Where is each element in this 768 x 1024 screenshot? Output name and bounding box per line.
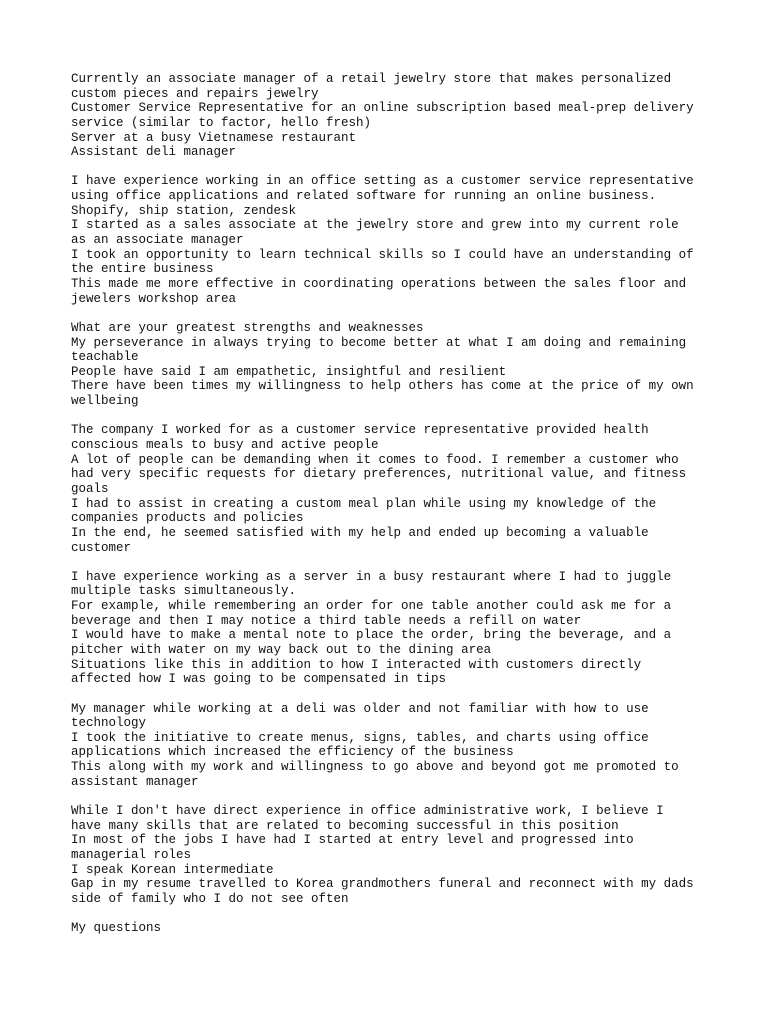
text-line: customer (71, 540, 132, 555)
text-line: While I don't have direct experience in office administrative work, I believe I (71, 804, 664, 819)
text-line: In most of the jobs I have had I started at entry level and progressed into (71, 833, 634, 848)
paragraph-spacer (71, 160, 711, 175)
paragraph-my-questions (71, 921, 711, 936)
paragraph-spacer (71, 555, 711, 570)
text-line: jewelers workshop area (71, 291, 237, 306)
text-line: wellbeing (71, 394, 139, 409)
paragraph-office-experience (71, 174, 711, 306)
paragraph-strengths-weaknesses (71, 321, 711, 409)
paragraph-deli-manager (71, 702, 711, 790)
text-line: have many skills that are related to becoming successful in this position (71, 818, 619, 833)
text-line: goals (71, 481, 109, 496)
text-line: conscious meals to busy and active people (71, 438, 379, 453)
text-line: Situations like this in addition to how I interacted with customers directly (71, 657, 642, 672)
text-line: There have been times my willingness to help others has come at the price of my own (71, 379, 694, 394)
text-line: My perseverance in always trying to become better at what I am doing and remaining (71, 335, 687, 350)
text-line: I have experience working in an office setting as a customer service representative (71, 174, 694, 189)
text-line: Gap in my resume travelled to Korea grandmothers funeral and reconnect with my dads (71, 877, 694, 892)
text-line: had very specific requests for dietary preferences, nutritional value, and fitness (71, 467, 687, 482)
text-line: I started as a sales associate at the jewelry store and grew into my current role (71, 218, 679, 233)
text-line: side of family who I do not see often (71, 891, 349, 906)
text-line: as an associate manager (71, 233, 244, 248)
text-line: multiple tasks simultaneously. (71, 584, 297, 599)
paragraph-spacer (71, 687, 711, 702)
text-line: service (similar to factor, hello fresh) (71, 115, 372, 130)
paragraph-restaurant-server (71, 570, 711, 687)
text-line: Shopify, ship station, zendesk (71, 203, 297, 218)
text-line: I took the initiative to create menus, signs, tables, and charts using office (71, 730, 649, 745)
text-line: I speak Korean intermediate (71, 862, 274, 877)
text-line: The company I worked for as a customer service representative provided health (71, 423, 649, 438)
text-line: For example, while remembering an order for one table another could ask me for a (71, 599, 672, 614)
text-line: teachable (71, 350, 139, 365)
text-line: using office applications and related software for running an online business. (71, 189, 657, 204)
paragraph-skills-summary (71, 804, 711, 906)
paragraph-work-history (71, 72, 711, 160)
text-line: In the end, he seemed satisfied with my help and ended up becoming a valuable (71, 525, 649, 540)
text-line: A lot of people can be demanding when it comes to food. I remember a customer who (71, 452, 679, 467)
text-line: What are your greatest strengths and weaknesses (71, 320, 424, 335)
text-line: This made me more effective in coordinating operations between the sales floor and (71, 276, 687, 291)
text-line: Currently an associate manager of a retail jewelry store that makes personalized (71, 72, 672, 86)
text-line: applications which increased the efficiency of the business (71, 745, 514, 760)
text-line: I would have to make a mental note to place the order, bring the beverage, and a (71, 628, 672, 643)
paragraph-customer-service (71, 423, 711, 555)
text-line: pitcher with water on my way back out to the dining area (71, 642, 492, 657)
text-line: Assistant deli manager (71, 145, 237, 160)
text-line: technology (71, 716, 147, 731)
text-line: custom pieces and repairs jewelry (71, 86, 319, 101)
text-line: the entire business (71, 262, 214, 277)
paragraph-spacer (71, 907, 711, 922)
text-line: managerial roles (71, 847, 192, 862)
text-line: assistant manager (71, 774, 199, 789)
text-line: affected how I was going to be compensated in tips (71, 672, 447, 687)
text-line: My manager while working at a deli was older and not familiar with how to use (71, 701, 649, 716)
text-line: This along with my work and willingness to go above and beyond got me promoted to (71, 760, 679, 775)
paragraph-spacer (71, 409, 711, 424)
text-line: Server at a busy Vietnamese restaurant (71, 130, 357, 145)
text-line: Customer Service Representative for an online subscription based meal-prep delivery (71, 101, 694, 116)
document-text (71, 72, 711, 936)
text-line: People have said I am empathetic, insightful and resilient (71, 364, 507, 379)
text-line: I took an opportunity to learn technical skills so I could have an understanding of (71, 247, 694, 262)
text-line: My questions (71, 921, 162, 936)
paragraph-spacer (71, 789, 711, 804)
text-line: companies products and policies (71, 511, 304, 526)
text-line: I had to assist in creating a custom meal plan while using my knowledge of the (71, 496, 657, 511)
text-line: beverage and then I may notice a third table needs a refill on water (71, 613, 582, 628)
paragraph-spacer (71, 306, 711, 321)
text-line: I have experience working as a server in a busy restaurant where I had to juggle (71, 569, 672, 584)
